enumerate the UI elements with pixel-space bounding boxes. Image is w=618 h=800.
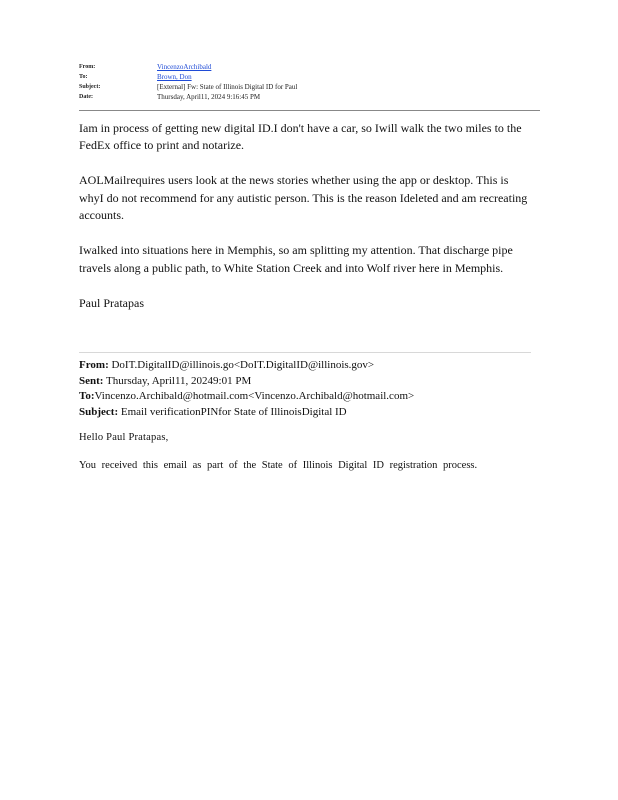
body-paragraph-1: Iam in process of getting new digital ID.I don't have a car, so Iwill walk the two miles to the FedEx office to print and notarize.: [79, 121, 522, 153]
forwarded-from-row: [79, 358, 539, 374]
forwarded-to-label: To:: [79, 390, 95, 402]
email-body: [79, 120, 535, 330]
date-label: Date:: [79, 94, 93, 100]
subject-label: Subject:: [79, 84, 101, 90]
to-label: To:: [79, 74, 88, 80]
forwarded-subject-label: Subject:: [79, 405, 119, 418]
email-header: [79, 62, 539, 102]
date-value: Thursday, April11, 2024 9:16:45 PM: [157, 93, 261, 101]
forwarded-divider: [79, 352, 531, 353]
forwarded-to-value: Vincenzo.Archibald@hotmail.com<Vincenzo.Archibald@hotmail.com>: [94, 390, 415, 402]
forwarded-subject-row: [79, 405, 539, 421]
header-date-row: [79, 92, 539, 102]
forwarded-subject-value: Email verificationPINfor State of IllinoisDigital ID: [120, 405, 347, 418]
header-from-row: [79, 62, 539, 72]
forwarded-sent-label: Sent:: [79, 374, 104, 387]
header-to-row: [79, 72, 539, 82]
forwarded-message: You received this email as part of the State of Illinois Digital ID registration process.: [79, 460, 478, 471]
forwarded-sent-value: Thursday, April11, 20249:01 PM: [106, 374, 252, 387]
header-subject-row: [79, 82, 539, 92]
subject-value: [External] Fw: State of Illinois Digital ID for Paul: [157, 83, 298, 91]
body-paragraph-2: AOLMailrequires users look at the news stories whether using the app or desktop. This is whyI do not recommend for any autistic person. This is the reason Ideleted and am recreating accounts.: [79, 173, 528, 223]
forwarded-header: [79, 358, 539, 420]
from-link[interactable]: VincenzoArchibald: [157, 63, 212, 71]
signature: Paul Pratapas: [79, 295, 144, 310]
forwarded-from-value: DoIT.DigitalID@illinois.go<DoIT.DigitalID@illinois.gov>: [111, 359, 375, 371]
to-link[interactable]: Brown, Don: [157, 73, 192, 81]
forwarded-from-label: From:: [79, 359, 109, 371]
forwarded-sent-row: [79, 374, 539, 390]
body-paragraph-3: Iwalked into situations here in Memphis, so am splitting my attention. That discharge pipe travels along a public path, to White Station Creek and into Wolf river here in Memphis.: [79, 243, 513, 275]
forwarded-to-row: [79, 389, 539, 405]
forwarded-greeting: Hello Paul Pratapas,: [79, 432, 169, 443]
from-label: From:: [79, 64, 96, 70]
header-divider: [79, 110, 540, 111]
